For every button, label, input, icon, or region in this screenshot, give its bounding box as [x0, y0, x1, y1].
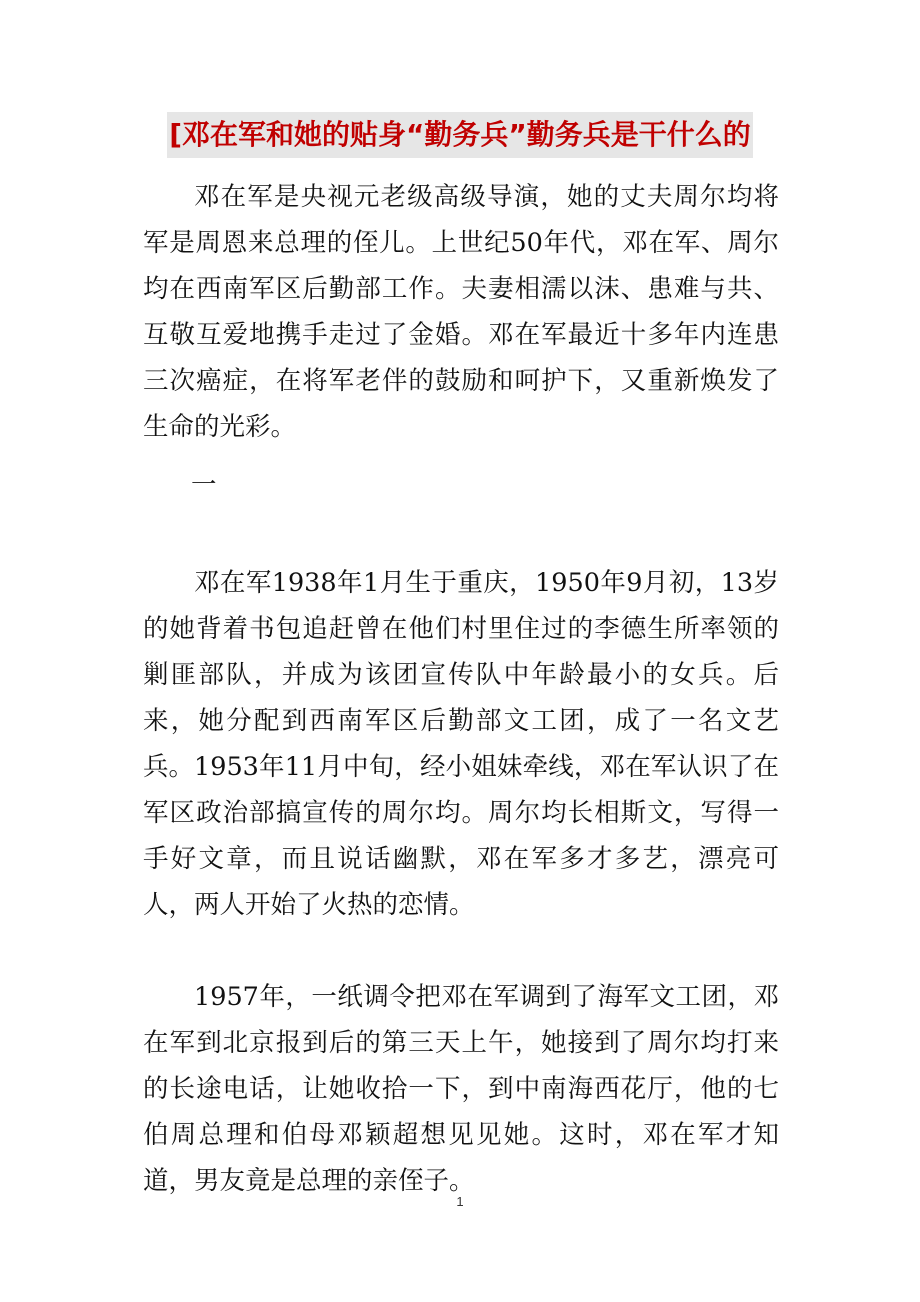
page-number: 1	[456, 1194, 464, 1209]
paragraph-1957: 1957年，一纸调令把邓在军调到了海军文工团，邓在军到北京报到后的第三天上午，她接到了周尔均打来的长途电话，让她收拾一下，到中南海西花厅，他的七伯周总理和伯母邓颖超想见见她。这时，邓在军才知道，男友竟是总理的亲侄子。	[143, 982, 779, 1196]
section-heading: 一	[191, 470, 217, 500]
title-container	[0, 112, 920, 158]
document-title: [邓在军和她的贴身“勤务兵”勤务兵是干什么的	[167, 112, 753, 158]
paragraph-1938: 邓在军1938年1月生于重庆，1950年9月初，13岁的她背着书包追赶曾在他们村里住过的李德生所率领的剿匪部队，并成为该团宣传队中年龄最小的女兵。后来，她分配到西南军区后勤部文工团，成了一名文艺兵。	[143, 568, 779, 782]
paragraph-intro: 邓在军是央视元老级高级导演，她的丈夫周尔均将军是周恩来总理的侄儿。上世纪50年代，邓在军、周尔均在西南军区后勤部工作。夫妻相濡以沫、患难与共、互敬互爱地携手走过了金婚。邓在军最近十多年内连患三次癌症，在将军老伴的鼓励和呵护下，又重新焕发了生命的光彩。	[143, 182, 779, 442]
paragraph-1953: 1953年11月中旬，经小姐妹牵线，邓在军认识了在军区政治部搞宣传的周尔均。周尔均长相斯文，写得一手好文章，而且说话幽默，邓在军多才多艺，漂亮可人，两人开始了火热的恋情。	[143, 752, 779, 920]
